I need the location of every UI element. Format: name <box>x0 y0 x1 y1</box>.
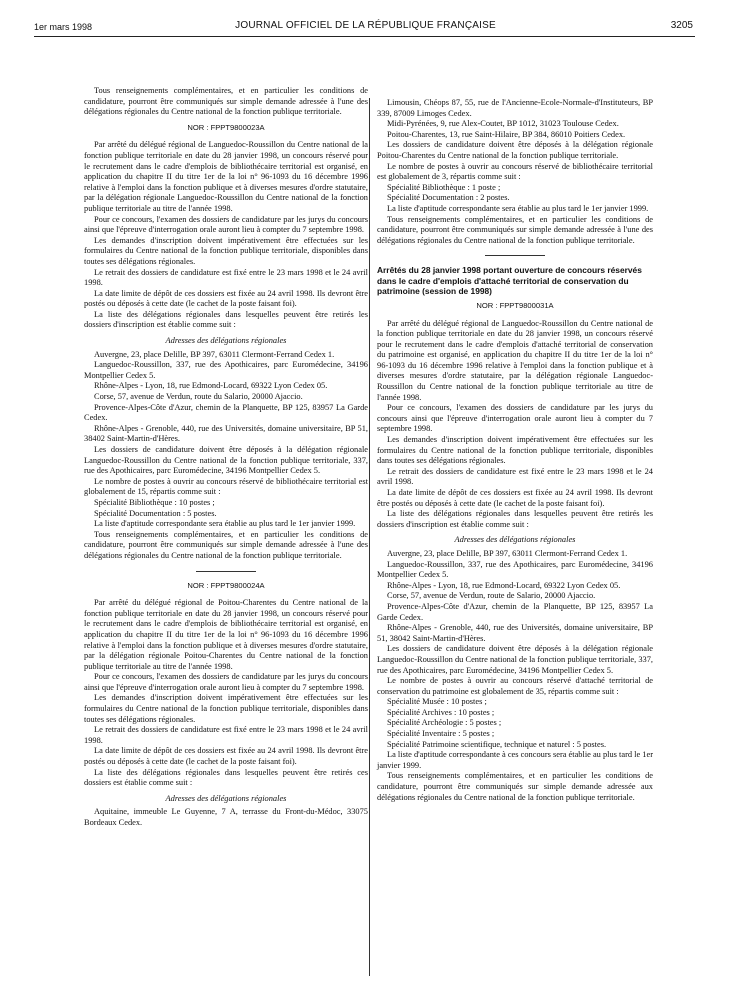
address-item: Corse, 57, avenue de Verdun, route du Salario, 20000 Ajaccio. <box>94 392 303 402</box>
paragraph: Par arrêté du délégué régional de Languedoc-Roussillon du Centre national de la fonction publique territoriale en date du 28 janvier 1998, un concours réservé pour le recrutement dans le cadre d'emplois de bibliothécaire territorial est organisé, en application du chapitre II du titre 1er de la loi n° 96-1093 du 16 décembre 1996 relative à l'emploi dans la fonction publique et à diverses mesures d'ordre statutaire, par la délégation régionale Languedoc-Roussillon du Centre national de la fonction publique territoriale au titre de l'année 1998. <box>84 140 368 213</box>
paragraph: Les dossiers de candidature doivent être déposés à la délégation régionale Languedoc-Roussillon du Centre national de la fonction publique territoriale, 337, rue des Apothicaires, parc Euromédecine, 34196 Montpellier Cedex 5. <box>377 644 653 675</box>
addresses-heading: Adresses des délégations régionales <box>165 336 287 346</box>
paragraph: Tous renseignements complémentaires, et en particulier les conditions de candidature, pourront être communiqués sur simple demande adressée à l'une des délégations régionales du Centre national de la fonction publique territoriale. <box>84 86 368 117</box>
paragraph: Pour ce concours, l'examen des dossiers de candidature par les jurys du concours ainsi que l'épreuve d'interrogation orale auront lieu à compter du 7 septembre 1998. <box>84 214 368 235</box>
paragraph: Les dossiers de candidature doivent être déposés à la délégation régionale Languedoc-Roussillon du Centre national de la fonction publique territoriale, 337, rue des Apothicaires, parc Euromédecine, 34196 Montpellier Cedex 5. <box>84 445 368 476</box>
specialty-item: Spécialité Patrimoine scientifique, technique et naturel : 5 postes. <box>387 739 607 749</box>
paragraph: Le nombre de postes à ouvrir au concours réservé de bibliothécaire territorial est globalement de 15, répartis comme suit : <box>84 476 368 497</box>
paragraph: Pour ce concours, l'examen des dossiers de candidature par les jurys du concours ainsi que l'épreuve d'interrogation orale auront lieu à compter du 7 septembre 1998. <box>84 672 368 692</box>
section-separator <box>485 255 545 256</box>
paragraph: Par arrêté du délégué régional de Languedoc-Roussillon du Centre national de la fonction publique territoriale en date du 28 janvier 1998, un concours réservé pour le recrutement dans le cadre d'emplois d'attaché territorial de conservation du patrimoine est organisé, en application du chapitre II du titre 1er de la loi n° 96-1093 du 16 décembre 1996 relative à l'emploi dans la fonction publique et à diverses mesures d'ordre statutaire, par la délégation régionale Languedoc-Roussillon du Centre national de la fonction publique territoriale au titre de l'année 1998. <box>377 318 653 402</box>
specialty-item: Spécialité Bibliothèque : 10 postes ; <box>94 497 215 507</box>
addresses-heading: Adresses des délégations régionales <box>454 535 576 545</box>
paragraph: Tous renseignements complémentaires, et en particulier les conditions de candidature, pourront être communiqués sur simple demande adressée à l'une des délégations régionales du Centre national de la fonction publique territoriale. <box>84 529 368 560</box>
paragraph: La liste des délégations régionales dans lesquelles peuvent être retirés les dossiers d'inscription est établie comme suit : <box>84 309 368 330</box>
paragraph: Le nombre de postes à ouvrir au concours réservé de bibliothécaire territorial est globalement de 3, répartis comme suit : <box>377 161 653 182</box>
paragraph: Les demandes d'inscription doivent impérativement être effectuées sur les formulaires du Centre national de la fonction publique territoriale, disponibles dans toutes ses délégations régionales. <box>377 435 653 466</box>
address-item: Rhône-Alpes - Grenoble, 440, rue des Universités, domaine universitaire, BP 51, 38402 Saint-Martin-d'Hères. <box>84 423 368 444</box>
address-item: Auvergne, 23, place Delille, BP 397, 63011 Clermont-Ferrand Cedex 1. <box>94 349 335 359</box>
header-rule <box>34 36 695 37</box>
specialty-item: Spécialité Inventaire : 5 postes ; <box>387 729 495 739</box>
issue-date: 1er mars 1998 <box>34 22 93 32</box>
address-item: Languedoc-Roussillon, 337, rue des Apothicaires, parc Euromédecine, 34196 Montpellier Cedex 5. <box>377 559 653 580</box>
address-item: Provence-Alpes-Côte d'Azur, chemin de la Planquette, BP 125, 83957 La Garde Cedex. <box>377 601 653 622</box>
paragraph: La date limite de dépôt de ces dossiers est fixée au 24 avril 1998. Ils devront être postés ou déposés à cette date (le cachet de la poste faisant foi). <box>377 488 653 508</box>
specialty-item: Spécialité Musée : 10 postes ; <box>387 697 487 707</box>
paragraph: Par arrêté du délégué régional de Poitou-Charentes du Centre national de la fonction publique territoriale en date du 28 janvier 1998, un concours réservé pour le recrutement dans le cadre d'emplois de bibliothécaire territorial est organisé, en application du chapitre II du titre 1er de la loi n° 96-1093 du 16 décembre 1996 relative à l'emploi dans la fonction publique et à diverses mesures d'ordre statutaire, par la délégation régionale Poitou-Charentes du Centre national de la fonction publique territoriale au titre de l'année 1998. <box>84 598 368 671</box>
page-header <box>0 0 731 40</box>
address-item: Rhône-Alpes - Grenoble, 440, rue des Universités, domaine universitaire, BP 51, 38042 Saint-Martin-d'Hères. <box>377 623 653 643</box>
paragraph: La liste des délégations régionales dans lesquelles peuvent être retirés les dossiers d'inscription est établie comme suit : <box>377 509 653 529</box>
page-number: 3205 <box>670 20 693 31</box>
paragraph: La liste d'aptitude correspondante à ces concours sera établie au plus tard le 1er janvier 1999. <box>377 750 653 770</box>
specialty-item: Spécialité Documentation : 2 postes. <box>387 193 510 203</box>
nor-reference: NOR : FPPT9800031A <box>476 300 554 310</box>
section-title: Arrêtés du 28 janvier 1998 portant ouverture de concours réservés dans le cadre d'emplois d'attaché territorial de conservation du patrimoine (session de 1998) <box>377 265 642 296</box>
paragraph: Les demandes d'inscription doivent impérativement être effectuées sur les formulaires du Centre national de la fonction publique territoriale, disponibles dans toutes ses délégations régionales. <box>84 235 368 266</box>
paragraph: Tous renseignements complémentaires, et en particulier les conditions de candidature, pourront être communiqués sur simple demande adressée aux délégations régionales du Centre national de la fonction publique territoriale. <box>377 771 653 802</box>
specialty-item: Spécialité Bibliothèque : 1 poste ; <box>387 182 501 192</box>
addresses-heading: Adresses des délégations régionales <box>165 793 287 803</box>
paragraph: Les dossiers de candidature doivent être déposés à la délégation régionale Poitou-Charentes du Centre national de la fonction publique territoriale. <box>377 140 653 160</box>
left-column <box>84 86 368 984</box>
address-item: Provence-Alpes-Côte d'Azur, chemin de la Planquette, BP 125, 83957 La Garde Cedex. <box>84 402 368 423</box>
nor-reference: NOR : FPPT9800023A <box>187 122 265 132</box>
address-item: Poitou-Charentes, 13, rue Saint-Hilaire, BP 384, 86010 Poitiers Cedex. <box>387 129 626 139</box>
address-item: Auvergne, 23, place Delille, BP 397, 63011 Clermont-Ferrand Cedex 1. <box>387 548 628 558</box>
address-item: Corse, 57, avenue de Verdun, route de Salario, 20000 Ajaccio. <box>387 591 596 601</box>
paragraph: Le retrait des dossiers de candidature est fixé entre le 23 mars 1998 et le 24 avril 1998. <box>84 267 368 288</box>
address-item: Midi-Pyrénées, 9, rue Alex-Coutet, BP 1012, 31023 Toulouse Cedex. <box>387 119 619 129</box>
address-item: Rhône-Alpes - Lyon, 18, rue Edmond-Locard, 69322 Lyon Cedex 05. <box>387 580 621 590</box>
paragraph: La date limite de dépôt de ces dossiers est fixée au 24 avril 1998. Ils devront être postés ou déposés à cette date (le cachet de la poste faisant foi). <box>84 288 368 309</box>
nor-reference: NOR : FPPT9800024A <box>187 580 265 590</box>
address-item: Limousin, Chéops 87, 55, rue de l'Ancienne-Ecole-Normale-d'Instituteurs, BP 339, 87009 Limoges Cedex. <box>377 98 653 118</box>
paragraph: Les demandes d'inscription doivent impérativement être effectuées sur les formulaires du Centre national de la fonction publique territoriale, disponibles dans toutes ses délégations régionales. <box>84 693 368 724</box>
paragraph: La liste d'aptitude correspondante sera établie au plus tard le 1er janvier 1999. <box>94 519 356 529</box>
paragraph: La liste des délégations régionales dans lesquelles peuvent être retirés ces dossiers est établie comme suit : <box>84 767 368 788</box>
address-item: Aquitaine, immeuble Le Guyenne, 7 A, terrasse du Front-du-Médoc, 33075 Bordeaux Cedex. <box>84 807 368 827</box>
right-column <box>369 98 653 984</box>
journal-title: JOURNAL OFFICIEL DE LA RÉPUBLIQUE FRANÇAISE <box>235 20 496 31</box>
paragraph: Le retrait des dossiers de candidature est fixé entre le 23 mars 1998 et le 24 avril 1998. <box>377 466 653 487</box>
paragraph: Pour ce concours, l'examen des dossiers de candidature par les jurys du concours ainsi que l'épreuve d'interrogation orale auront lieu à compter du 7 septembre 1998. <box>377 403 653 434</box>
address-item: Languedoc-Roussillon, 337, rue des Apothicaires, parc Euromédecine, 34196 Montpellier Cedex 5. <box>84 360 368 380</box>
specialty-item: Spécialité Documentation : 5 postes. <box>94 508 217 518</box>
address-item: Rhône-Alpes - Lyon, 18, rue Edmond-Locard, 69322 Lyon Cedex 05. <box>94 381 328 391</box>
paragraph: Le nombre de postes à ouvrir au concours réservé d'attaché territorial de conservation du patrimoine est globalement de 35, répartis comme suit : <box>377 676 653 696</box>
paragraph: La date limite de dépôt de ces dossiers est fixée au 24 avril 1998. Ils devront être postés ou déposés à cette date (le cachet de la poste faisant foi). <box>84 746 368 767</box>
paragraph: Tous renseignements complémentaires, et en particulier les conditions de candidature, pourront être communiqués sur simple demande adressée à l'une des délégations régionales du Centre national de la fonction publique territoriale. <box>377 214 653 245</box>
specialty-item: Spécialité Archives : 10 postes ; <box>387 707 495 717</box>
specialty-item: Spécialité Archéologie : 5 postes ; <box>387 718 502 728</box>
paragraph: Le retrait des dossiers de candidature est fixé entre le 23 mars 1998 et le 24 avril 1998. <box>84 725 368 745</box>
section-separator <box>196 571 256 572</box>
paragraph: La liste d'aptitude correspondante sera établie au plus tard le 1er janvier 1999. <box>387 203 649 213</box>
